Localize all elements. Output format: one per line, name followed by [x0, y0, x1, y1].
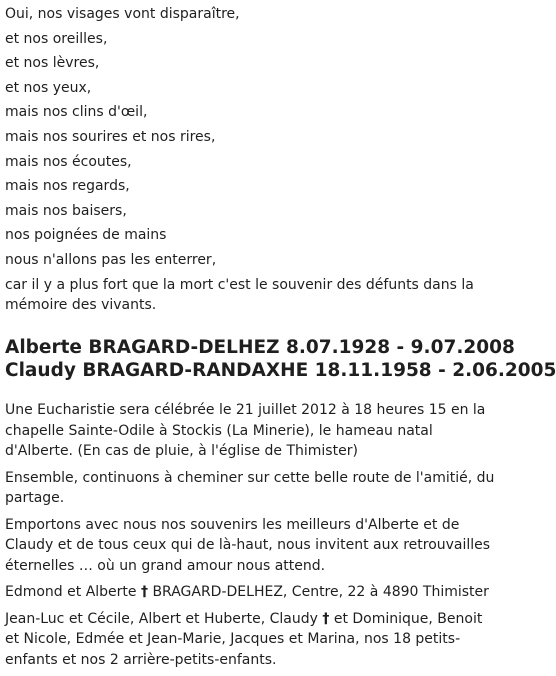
announcement-body [5, 400, 495, 676]
poem-line: mais nos clins d'œil, [5, 104, 148, 121]
poem-line: et nos yeux, [5, 79, 92, 96]
poem-line: nos poignées de mains [5, 227, 167, 244]
emportons-paragraph: Emportons avec nous nos souvenirs les meilleurs d'Alberte et de Claudy et de tous ceux qui de là-haut, nous invitent aux retrouvailles éternelles … où un grand amour nous attend. [5, 516, 491, 574]
eucharist-paragraph: Une Eucharistie sera célébrée le 21 juillet 2012 à 18 heures 15 en la chapelle Sainte-Odile à Stockis (La Minerie), le hameau natal d'Alberte. (En cas de pluie, à l'église de Thimister) [5, 402, 486, 459]
poem-closing-line: car il y a plus fort que la mort c'est le souvenir des défunts dans la mémoire des vivants. [5, 276, 474, 313]
family-text-post: et Dominique, Benoit et Nicole, Edmée et Jean-Marie, Jacques et Marina, nos 18 petits-enfants et nos 2 arrière-petits-enfants. [5, 610, 483, 668]
poem-line: et nos oreilles, [5, 30, 108, 47]
cross-icon: † [322, 610, 330, 627]
poem-line: mais nos écoutes, [5, 153, 132, 170]
signature-paragraph [5, 582, 495, 603]
deceased-name-claudy: Claudy BRAGARD-RANDAXHE 18.11.1958 - 2.06.2005 [5, 360, 556, 381]
poem-line: mais nos sourires et nos rires, [5, 128, 216, 145]
ensemble-paragraph: Ensemble, continuons à cheminer sur cette belle route de l'amitié, du partage. [5, 469, 495, 506]
signature-text-pre: Edmond et Alberte [5, 584, 137, 600]
poem-line: mais nos baisers, [5, 202, 127, 219]
deceased-name-alberte: Alberte BRAGARD-DELHEZ 8.07.1928 - 9.07.2008 [5, 337, 515, 358]
family-text-pre: Jean-Luc et Cécile, Albert et Huberte, Claudy [5, 610, 318, 627]
family-paragraph [5, 609, 495, 671]
deceased-names [5, 336, 556, 382]
signature-text-post: BRAGARD-DELHEZ, Centre, 22 à 4890 Thimister [152, 584, 489, 600]
poem-line: nous n'allons pas les enterrer, [5, 251, 217, 268]
poem [5, 2, 495, 315]
poem-line: et nos lèvres, [5, 55, 100, 72]
cross-icon: † [140, 584, 148, 600]
poem-line: Oui, nos visages vont disparaître, [5, 6, 240, 22]
poem-line: mais nos regards, [5, 178, 130, 195]
